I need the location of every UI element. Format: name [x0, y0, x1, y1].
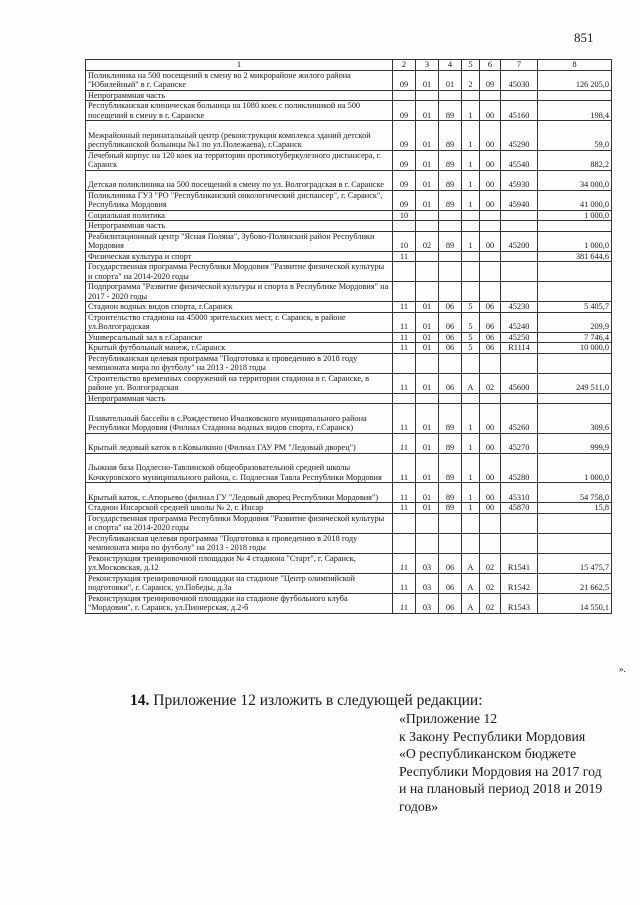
subprogram-cell: 1: [462, 150, 480, 170]
amount-cell: 1 000,0: [538, 231, 612, 251]
event-cell: [480, 251, 501, 262]
amount-cell: 5 405,7: [538, 302, 612, 313]
amount-cell: [538, 221, 612, 232]
program-cell: 89: [439, 231, 462, 251]
direction-cell: [501, 262, 538, 282]
table-row: [86, 190, 612, 210]
appendix-line: «Приложение 12: [399, 711, 498, 726]
amount-cell: [538, 393, 612, 404]
row-name-cell: Крытый ледовый каток в г.Ковылкино (Филиал ГАУ РМ "Ледовый дворец"): [86, 433, 393, 453]
subprogram-cell: 5: [462, 312, 480, 332]
event-cell: 00: [480, 170, 501, 190]
subprogram-cell: [462, 393, 480, 404]
row-name-cell: Республиканская клиническая больница на 1080 коек с поликлиникой на 500 посещений в смену в г. Саранске: [86, 101, 393, 121]
row-name-cell: Социальная политика: [86, 210, 393, 221]
header-cell: 5: [462, 60, 480, 71]
amount-cell: 309,6: [538, 404, 612, 434]
event-cell: [480, 262, 501, 282]
direction-cell: [501, 210, 538, 221]
row-name-cell: Поликлиника на 500 посещений в смену во 2 микрорайоне жилого района "Юбилейный" в г. Саранске: [86, 70, 393, 90]
row-name-cell: Государственная программа Республики Мордовия "Развитие физической культуры и спорта" на 2014-2020 годы: [86, 262, 393, 282]
subsection-cell: [416, 221, 439, 232]
header-cell: 6: [480, 60, 501, 71]
event-cell: 00: [480, 433, 501, 453]
subprogram-cell: [462, 221, 480, 232]
section-cell: 10: [393, 210, 416, 221]
direction-cell: 45310: [501, 483, 538, 503]
event-cell: 06: [480, 343, 501, 354]
header-cell: 3: [416, 60, 439, 71]
direction-cell: R1541: [501, 553, 538, 573]
program-cell: 89: [439, 404, 462, 434]
table-row: [86, 343, 612, 354]
section-cell: 11: [393, 483, 416, 503]
row-name-cell: Поликлиника ГУЗ "РО "Республиканский онкологический диспансер", г. Саранск", Республика Мордовия: [86, 190, 393, 210]
direction-cell: 45600: [501, 373, 538, 393]
section-cell: 11: [393, 503, 416, 514]
subprogram-cell: 2: [462, 70, 480, 90]
subprogram-cell: А: [462, 573, 480, 593]
program-cell: 89: [439, 101, 462, 121]
program-cell: 06: [439, 373, 462, 393]
amount-cell: [538, 513, 612, 533]
subprogram-cell: 1: [462, 101, 480, 121]
row-name-cell: Крытый каток, с.Атюрьево (филиал ГУ "Ледовый дворец Республики Мордовия"): [86, 483, 393, 503]
section-cell: 09: [393, 70, 416, 90]
program-cell: [439, 90, 462, 101]
event-cell: 02: [480, 593, 501, 613]
section-cell: 09: [393, 150, 416, 170]
amount-cell: 15 475,7: [538, 553, 612, 573]
table-body: [86, 70, 612, 613]
amount-cell: 999,9: [538, 433, 612, 453]
direction-cell: R1114: [501, 343, 538, 354]
row-name-cell: Непрограммная часть: [86, 221, 393, 232]
table-row: [86, 282, 612, 302]
table-header-row: [86, 60, 612, 71]
amount-cell: 10 000,0: [538, 343, 612, 354]
section-cell: 11: [393, 453, 416, 483]
amount-cell: 249 511,0: [538, 373, 612, 393]
section-cell: 11: [393, 373, 416, 393]
subsection-cell: [416, 353, 439, 373]
row-name-cell: Республиканская целевая программа "Подготовка к проведению в 2018 году чемпионата мира по футболу" на 2013 - 2018 годы: [86, 353, 393, 373]
amendment-paragraph: [130, 692, 483, 710]
program-cell: [439, 282, 462, 302]
program-cell: [439, 393, 462, 404]
program-cell: 89: [439, 121, 462, 151]
subprogram-cell: 1: [462, 170, 480, 190]
amount-cell: 41 000,0: [538, 190, 612, 210]
program-cell: [439, 221, 462, 232]
amount-cell: [538, 533, 612, 553]
subsection-cell: 03: [416, 573, 439, 593]
subsection-cell: [416, 262, 439, 282]
direction-cell: [501, 251, 538, 262]
section-cell: [393, 513, 416, 533]
subsection-cell: 01: [416, 483, 439, 503]
row-name-cell: Универсальный зал в г.Саранске: [86, 332, 393, 343]
amount-cell: 1 000,0: [538, 453, 612, 483]
row-name-cell: Подпрограмма "Развитие физической культуры и спорта в Республике Мордовия" на 2017 - 2020 годы: [86, 282, 393, 302]
row-name-cell: Межрайонный перинатальный центр (реконструкция комплекса зданий детской республиканской больницы №1 по ул.Полежаева), г.Саранск: [86, 121, 393, 151]
row-name-cell: Стадион Инсарской средней школы № 2, г. Инсар: [86, 503, 393, 514]
subsection-cell: [416, 251, 439, 262]
subsection-cell: 01: [416, 302, 439, 313]
event-cell: 00: [480, 121, 501, 151]
amount-cell: [538, 262, 612, 282]
section-cell: 09: [393, 170, 416, 190]
amount-cell: 209,9: [538, 312, 612, 332]
program-cell: 89: [439, 170, 462, 190]
section-cell: 09: [393, 101, 416, 121]
amount-cell: 1 000,0: [538, 210, 612, 221]
program-cell: 89: [439, 190, 462, 210]
program-cell: 06: [439, 343, 462, 354]
event-cell: 00: [480, 101, 501, 121]
appendix-line: годов»: [399, 798, 439, 814]
header-cell: 8: [538, 60, 612, 71]
amount-cell: [538, 90, 612, 101]
program-cell: 89: [439, 453, 462, 483]
section-cell: 09: [393, 121, 416, 151]
program-cell: [439, 262, 462, 282]
direction-cell: R1543: [501, 593, 538, 613]
direction-cell: 45940: [501, 190, 538, 210]
header-cell: 4: [439, 60, 462, 71]
amount-cell: 882,2: [538, 150, 612, 170]
amount-cell: 14 550,1: [538, 593, 612, 613]
subprogram-cell: 1: [462, 404, 480, 434]
table-row: [86, 593, 612, 613]
program-cell: 06: [439, 312, 462, 332]
subprogram-cell: 1: [462, 453, 480, 483]
header-cell: 1: [86, 60, 393, 71]
subprogram-cell: [462, 513, 480, 533]
row-name-cell: Физическая культура и спорт: [86, 251, 393, 262]
subprogram-cell: 5: [462, 343, 480, 354]
subprogram-cell: 5: [462, 332, 480, 343]
subprogram-cell: 1: [462, 503, 480, 514]
row-name-cell: Плавательный бассейн в с.Рождествено Ичалковского муниципального района Республики Мордовия (Филиал Стадиона водных видов спорта, г.Саранск): [86, 404, 393, 434]
event-cell: 00: [480, 453, 501, 483]
direction-cell: 45260: [501, 404, 538, 434]
direction-cell: [501, 282, 538, 302]
section-cell: 09: [393, 190, 416, 210]
amount-cell: 381 644,6: [538, 251, 612, 262]
program-cell: 06: [439, 302, 462, 313]
section-cell: [393, 90, 416, 101]
subsection-cell: 01: [416, 121, 439, 151]
row-name-cell: Лыжная база Подлесно-Тавлинской общеобразовательной средней школы Кочкуровского муниципального района, с. Подлесная Тавла Республики Мордовия: [86, 453, 393, 483]
row-name-cell: Стадион водных видов спорта, г.Саранск: [86, 302, 393, 313]
table-row: [86, 90, 612, 101]
section-cell: 11: [393, 553, 416, 573]
table-row: [86, 393, 612, 404]
program-cell: 06: [439, 553, 462, 573]
table-row: [86, 302, 612, 313]
direction-cell: 45270: [501, 433, 538, 453]
section-cell: 11: [393, 251, 416, 262]
subsection-cell: [416, 393, 439, 404]
program-cell: 01: [439, 70, 462, 90]
event-cell: 00: [480, 503, 501, 514]
event-cell: [480, 513, 501, 533]
amendment-number: 14.: [130, 692, 150, 709]
appendix-line: и на плановый период 2018 и 2019: [399, 781, 603, 797]
subsection-cell: [416, 282, 439, 302]
row-name-cell: Реконструкция тренировочной площадки № 4 стадиона "Старт", г. Саранск, ул.Московская, д.12: [86, 553, 393, 573]
event-cell: [480, 533, 501, 553]
subsection-cell: 01: [416, 503, 439, 514]
event-cell: 00: [480, 150, 501, 170]
direction-cell: 45870: [501, 503, 538, 514]
direction-cell: [501, 353, 538, 373]
subprogram-cell: А: [462, 593, 480, 613]
subprogram-cell: 1: [462, 433, 480, 453]
section-cell: [393, 282, 416, 302]
program-cell: [439, 210, 462, 221]
event-cell: 00: [480, 483, 501, 503]
event-cell: 00: [480, 404, 501, 434]
table-row: [86, 101, 612, 121]
event-cell: 06: [480, 332, 501, 343]
row-name-cell: Государственная программа Республики Мордовия "Развитие физической культуры и спорта" на 2014-2020 годы: [86, 513, 393, 533]
table-row: [86, 553, 612, 573]
row-name-cell: Крытый футбольный манеж, г.Саранск: [86, 343, 393, 354]
appendix-line: к Закону Республики Мордовия: [399, 728, 586, 744]
program-cell: 89: [439, 433, 462, 453]
row-name-cell: Строительство стадиона на 45000 зрительских мест, г. Саранск, в районе ул.Волгоградская: [86, 312, 393, 332]
direction-cell: 45280: [501, 453, 538, 483]
direction-cell: 45540: [501, 150, 538, 170]
section-cell: [393, 393, 416, 404]
subsection-cell: 01: [416, 453, 439, 483]
subsection-cell: 01: [416, 373, 439, 393]
direction-cell: 45290: [501, 121, 538, 151]
direction-cell: [501, 513, 538, 533]
subsection-cell: 01: [416, 170, 439, 190]
amount-cell: 126 205,0: [538, 70, 612, 90]
event-cell: 00: [480, 190, 501, 210]
direction-cell: 45160: [501, 101, 538, 121]
subsection-cell: [416, 90, 439, 101]
table-row: [86, 312, 612, 332]
subsection-cell: 01: [416, 70, 439, 90]
header-cell: 7: [501, 60, 538, 71]
table-row: [86, 373, 612, 393]
amount-cell: [538, 282, 612, 302]
subprogram-cell: 5: [462, 302, 480, 313]
program-cell: 06: [439, 593, 462, 613]
closing-quote-mark: ».: [619, 664, 626, 674]
subsection-cell: [416, 210, 439, 221]
section-cell: [393, 533, 416, 553]
direction-cell: [501, 533, 538, 553]
program-cell: 06: [439, 573, 462, 593]
direction-cell: 45230: [501, 302, 538, 313]
program-cell: [439, 353, 462, 373]
appendix-line: «О республиканском бюджете: [399, 746, 577, 762]
subprogram-cell: [462, 251, 480, 262]
amount-cell: [538, 353, 612, 373]
event-cell: 06: [480, 312, 501, 332]
subsection-cell: 03: [416, 553, 439, 573]
row-name-cell: Реконструкция тренировочной площадки на стадионе футбольного клуба "Мордовия", г. Саранск, ул.Пионерская, д.2-б: [86, 593, 393, 613]
direction-cell: 45250: [501, 332, 538, 343]
subsection-cell: [416, 533, 439, 553]
row-name-cell: Непрограммная часть: [86, 90, 393, 101]
event-cell: 02: [480, 553, 501, 573]
section-cell: 11: [393, 343, 416, 354]
subsection-cell: 03: [416, 593, 439, 613]
event-cell: [480, 90, 501, 101]
event-cell: 06: [480, 302, 501, 313]
row-name-cell: Непрограммная часть: [86, 393, 393, 404]
program-cell: 89: [439, 503, 462, 514]
row-name-cell: Детская поликлиника на 500 посещений в смену по ул. Волгоградская в г. Саранске: [86, 170, 393, 190]
subprogram-cell: 1: [462, 121, 480, 151]
direction-cell: 45930: [501, 170, 538, 190]
subprogram-cell: [462, 90, 480, 101]
subsection-cell: 01: [416, 433, 439, 453]
subprogram-cell: [462, 210, 480, 221]
table-row: [86, 70, 612, 90]
table-row: [86, 121, 612, 151]
subprogram-cell: 1: [462, 231, 480, 251]
event-cell: 02: [480, 373, 501, 393]
subprogram-cell: 1: [462, 483, 480, 503]
program-cell: 06: [439, 332, 462, 343]
subsection-cell: 01: [416, 312, 439, 332]
budget-table: [85, 59, 612, 614]
table-row: [86, 170, 612, 190]
amount-cell: 59,0: [538, 121, 612, 151]
amount-cell: 15,8: [538, 503, 612, 514]
program-cell: [439, 251, 462, 262]
amount-cell: 7 746,4: [538, 332, 612, 343]
subprogram-cell: [462, 533, 480, 553]
table-row: [86, 433, 612, 453]
row-name-cell: Реконструкция тренировочной площадки на стадионе "Центр олимпийской подготовки", г. Саранск, ул.Победы, д.3а: [86, 573, 393, 593]
event-cell: 09: [480, 70, 501, 90]
table-row: [86, 332, 612, 343]
event-cell: 02: [480, 573, 501, 593]
section-cell: 10: [393, 231, 416, 251]
subsection-cell: 01: [416, 343, 439, 354]
program-cell: 89: [439, 483, 462, 503]
table-row: [86, 262, 612, 282]
subsection-cell: 01: [416, 150, 439, 170]
section-cell: 11: [393, 404, 416, 434]
subprogram-cell: 1: [462, 190, 480, 210]
subsection-cell: 01: [416, 190, 439, 210]
section-cell: [393, 221, 416, 232]
direction-cell: 45030: [501, 70, 538, 90]
subprogram-cell: [462, 262, 480, 282]
amount-cell: 54 758,0: [538, 483, 612, 503]
subsection-cell: 01: [416, 332, 439, 343]
event-cell: [480, 221, 501, 232]
event-cell: [480, 282, 501, 302]
event-cell: [480, 393, 501, 404]
table-row: [86, 210, 612, 221]
appendix-header: [399, 710, 602, 816]
event-cell: [480, 210, 501, 221]
subprogram-cell: А: [462, 553, 480, 573]
row-name-cell: Республиканская целевая программа "Подготовка к проведению в 2018 году чемпионата мира по футболу" на 2013 - 2018 годы: [86, 533, 393, 553]
section-cell: [393, 353, 416, 373]
appendix-line: Республики Мордовия на 2017 год: [399, 763, 602, 779]
section-cell: [393, 262, 416, 282]
direction-cell: 45240: [501, 312, 538, 332]
direction-cell: [501, 221, 538, 232]
direction-cell: R1542: [501, 573, 538, 593]
table-row: [86, 221, 612, 232]
direction-cell: [501, 393, 538, 404]
table-row: [86, 231, 612, 251]
subsection-cell: 01: [416, 404, 439, 434]
amount-cell: 21 662,5: [538, 573, 612, 593]
direction-cell: [501, 90, 538, 101]
row-name-cell: Лечебный корпус на 120 коек на территории противотуберкулезного диспансера, г. Саранск: [86, 150, 393, 170]
page-number: 851: [574, 30, 594, 45]
table-row: [86, 533, 612, 553]
subprogram-cell: А: [462, 373, 480, 393]
section-cell: 11: [393, 433, 416, 453]
amount-cell: 198,4: [538, 101, 612, 121]
program-cell: [439, 513, 462, 533]
table-row: [86, 483, 612, 503]
event-cell: [480, 353, 501, 373]
table-row: [86, 573, 612, 593]
subsection-cell: 01: [416, 101, 439, 121]
subsection-cell: [416, 513, 439, 533]
section-cell: 11: [393, 573, 416, 593]
table-row: [86, 453, 612, 483]
event-cell: 00: [480, 231, 501, 251]
header-cell: 2: [393, 60, 416, 71]
section-cell: 11: [393, 593, 416, 613]
program-cell: 89: [439, 150, 462, 170]
amendment-text: Приложение 12 изложить в следующей редакции:: [153, 692, 483, 709]
direction-cell: 45200: [501, 231, 538, 251]
subsection-cell: 02: [416, 231, 439, 251]
program-cell: [439, 533, 462, 553]
table-row: [86, 251, 612, 262]
row-name-cell: Строительство временных сооружений на территории стадиона в г. Саранске, в районе ул. Волгоградская: [86, 373, 393, 393]
amount-cell: 34 000,0: [538, 170, 612, 190]
table-row: [86, 404, 612, 434]
table-row: [86, 513, 612, 533]
row-name-cell: Реабилитационный центр "Ясная Поляна", Зубово-Полянский район Республики Мордовия: [86, 231, 393, 251]
subprogram-cell: [462, 282, 480, 302]
subprogram-cell: [462, 353, 480, 373]
section-cell: 11: [393, 302, 416, 313]
table-row: [86, 503, 612, 514]
section-cell: 11: [393, 312, 416, 332]
section-cell: 11: [393, 332, 416, 343]
table-row: [86, 150, 612, 170]
table-row: [86, 353, 612, 373]
